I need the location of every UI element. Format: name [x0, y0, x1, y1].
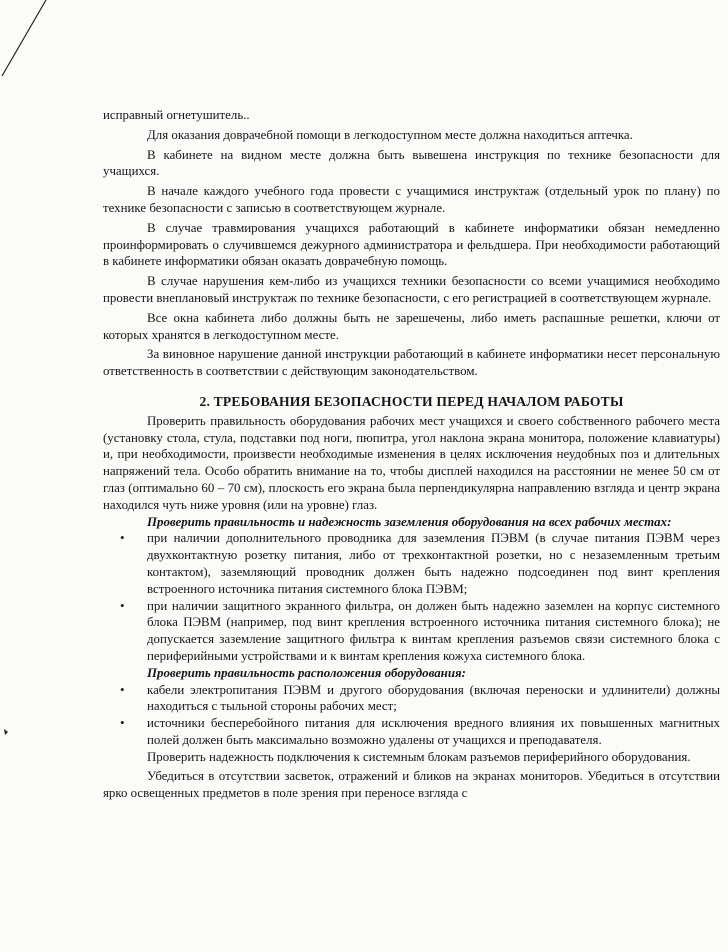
paragraph: В случае нарушения кем-либо из учащихся техники безопасности со всеми учащимися необходимо провести внеплановый инструктаж по технике безопасности, с его регистрацией в соответствующем журнале.: [103, 274, 720, 305]
list-item: • кабели электропитания ПЭВМ и другого оборудования (включая переноски и удлинители) должны находиться с тыльной стороны рабочих мест;: [103, 682, 720, 716]
section-heading: 2. ТРЕБОВАНИЯ БЕЗОПАСНОСТИ ПЕРЕД НАЧАЛОМ РАБОТЫ: [199, 393, 624, 409]
paragraph: Для оказания доврачебной помощи в легкодоступном месте должна находиться аптечка.: [147, 127, 633, 142]
document-page: [103, 107, 720, 802]
paragraph: В начале каждого учебного года провести с учащимися инструктаж (отдельный урок по плану) по технике безопасности с записью в соответствующем журнале.: [103, 184, 720, 215]
paragraph: Проверить правильность оборудования рабочих мест учащихся и своего собственного рабочего места (установку стола, стула, подставки под ноги, пюпитра, угол наклона экрана монитора, положение клавиатуры) и, при необходимости, произвести необходимые изменения в целях исключения неудобных поз и длительных напряжений тела. Особо обратить внимание на то, чтобы дисплей находился на расстоянии не менее 50 см от глаз (оптимально 60 – 70 см), плоскость его экрана была перпендикулярна направлению взгляда и центр экрана находился чуть ниже уровня (или на уровне) глаз.: [103, 413, 720, 512]
scan-edge-line: [0, 0, 60, 80]
paragraph: Убедиться в отсутствии засветок, отражений и бликов на экранах мониторов. Убедиться в отсутствии ярко освещенных предметов в поле зрения при переносе взгляда с: [103, 769, 720, 801]
paragraph: В случае травмирования учащихся работающий в кабинете информатики обязан немедленно проинформировать о случившемся дежурного администратора и фельдшера. При необходимости работающий в кабинете информатики обязан оказать доврачебную помощь.: [103, 220, 720, 269]
scan-speck: [3, 728, 9, 736]
paragraph: В кабинете на видном месте должна быть вывешена инструкция по технике безопасности для учащихся.: [103, 147, 720, 179]
subheading-placement: Проверить правильность расположения оборудования:: [147, 665, 466, 680]
paragraph: За виновное нарушение данной инструкции работающий в кабинете информатики несет персональную ответственность в соответствии с действующим законодательством.: [103, 347, 720, 379]
paragraph: исправный огнетушитель..: [103, 108, 250, 122]
bullet-list-placement: [103, 682, 720, 749]
bullet-list-grounding: [103, 530, 720, 664]
subheading-grounding: Проверить правильность и надежность заземления оборудования на всех рабочих местах:: [147, 514, 672, 529]
list-item: • источники бесперебойного питания для исключения вредного влияния их повышенных магнитных полей должен быть максимально возможно удалены от учащихся и преподавателя.: [103, 715, 720, 749]
paragraph: Проверить надежность подключения к системным блокам разъемов периферийного оборудования.: [147, 749, 691, 764]
paragraph: Все окна кабинета либо должны быть не зарешечены, либо иметь распашные решетки, ключи от которых хранятся в легкодоступном месте.: [103, 310, 720, 342]
list-item: • при наличии дополнительного проводника для заземления ПЭВМ (в случае питания ПЭВМ через двухконтактную розетку питания, либо от трехконтактной розетки, но с незаземленным третьим контактом), заземляющий проводник должен быть надежно подсоединен под винт крепления встроенного источника питания системного блока ПЭВМ;: [103, 530, 720, 597]
list-item: • при наличии защитного экранного фильтра, он должен быть надежно заземлен на корпус системного блока ПЭВМ (например, под винт крепления встроенного источника питания системного блока); не допускается заземление защитного фильтра к винтам крепления разъемов связи системного блока с периферийными устройствами и к винтам крепления кожуха системного блока.: [103, 598, 720, 665]
